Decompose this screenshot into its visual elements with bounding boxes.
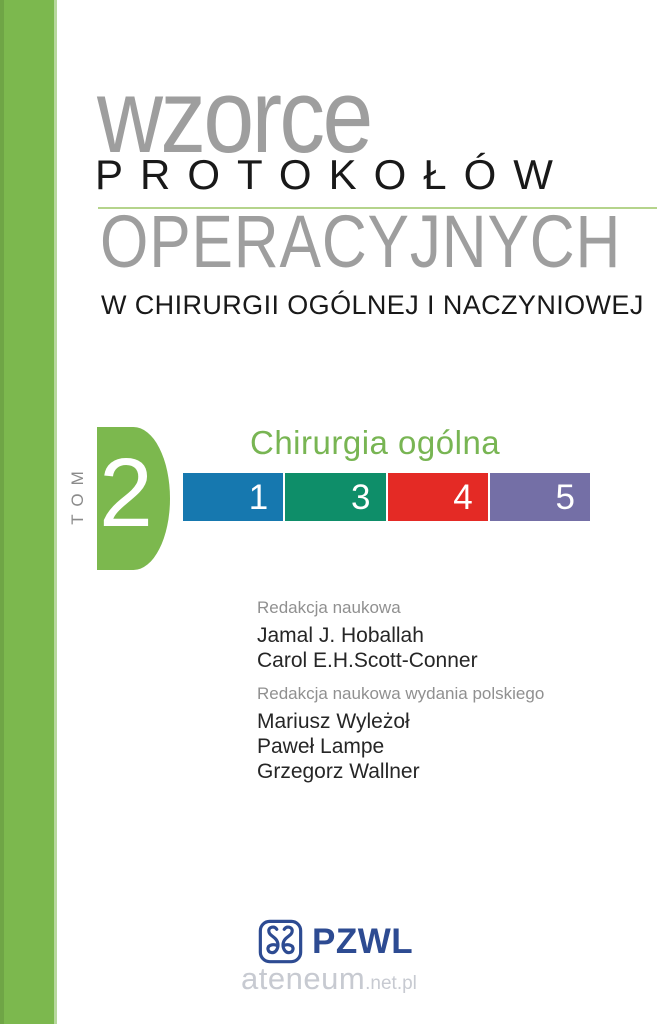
editor-name: Jamal J. Hoballah xyxy=(257,624,424,647)
volume-tab-3: 3 xyxy=(285,473,385,521)
title-line-1: wzorce xyxy=(97,58,371,175)
title-line-2: PROTOKOŁÓW xyxy=(95,151,570,198)
watermark-suffix: .net.pl xyxy=(365,973,417,994)
editors-block xyxy=(257,598,478,673)
polish-editors-block xyxy=(257,684,544,784)
polish-editor-name: Mariusz Wyleżoł xyxy=(257,710,410,733)
volume-tab-bar xyxy=(183,473,590,521)
volume-tab-5: 5 xyxy=(490,473,590,521)
publisher-logo xyxy=(258,919,413,964)
volume-tab-1: 1 xyxy=(183,473,283,521)
editors-label: Redakcja naukowa xyxy=(257,598,401,617)
polish-editor-name: Paweł Lampe xyxy=(257,735,385,758)
cover-spine-stripe xyxy=(0,0,57,1024)
polish-editor-name: Grzegorz Wallner xyxy=(257,760,420,783)
polish-editors-label: Redakcja naukowa wydania polskiego xyxy=(257,684,545,703)
subtitle: W CHIRURGII OGÓLNEJ I NACZYNIOWEJ xyxy=(101,290,644,320)
volume-number: 2 xyxy=(99,438,153,547)
pzwl-symbol-icon xyxy=(258,919,303,964)
volume-tab-4: 4 xyxy=(388,473,488,521)
volume-label: TOM xyxy=(68,463,87,525)
watermark xyxy=(241,963,417,994)
editor-name: Carol E.H.Scott-Conner xyxy=(257,649,478,672)
watermark-main: ateneum xyxy=(241,961,366,996)
title-line-3: OPERACYJNYCH xyxy=(100,200,622,283)
publisher-name: PZWL xyxy=(312,922,414,961)
series-title: Chirurgia ogólna xyxy=(250,424,501,461)
